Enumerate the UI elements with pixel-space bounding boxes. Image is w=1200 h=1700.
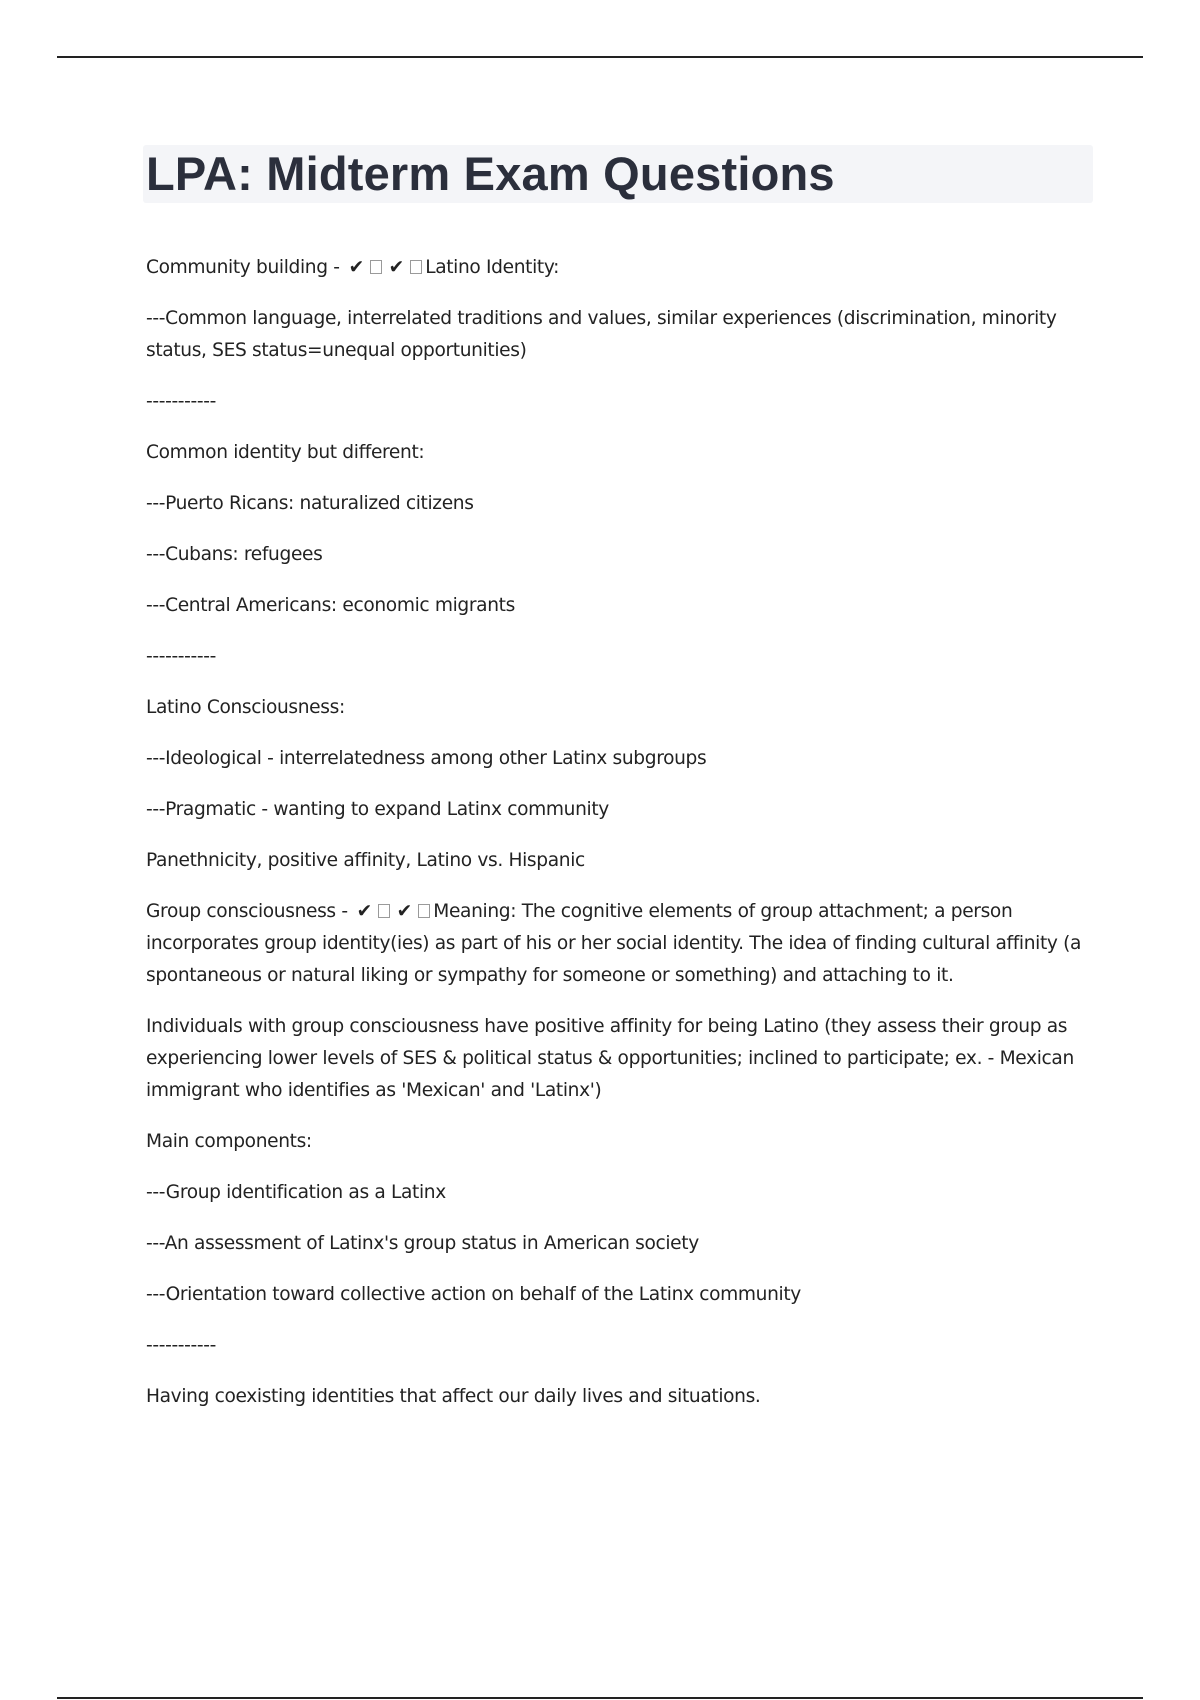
missing-glyph-box-icon — [418, 904, 430, 918]
paragraph: ---Central Americans: economic migrants — [146, 595, 515, 616]
page-title: LPA: Midterm Exam Questions — [146, 147, 835, 200]
document-body — [146, 252, 1091, 1432]
paragraph-group-consciousness — [146, 896, 1091, 992]
paragraph: ---Group identification as a Latinx — [146, 1182, 446, 1203]
checkmark-icon: ✔ — [388, 257, 404, 278]
paragraph: ---Orientation toward collective action on behalf of the Latinx community — [146, 1284, 801, 1305]
checkmark-icon: ✔ — [348, 257, 364, 278]
missing-glyph-box-icon — [370, 260, 382, 274]
separator-dashes: ----------- — [146, 391, 216, 412]
answer-text: Meaning: The cognitive elements of group attachment; a person incorporates group identity(ies) as part of his or her social identity. The idea of finding cultural affinity (a spontaneous or natural liking or sympathy for someone or something) and attaching to it. — [146, 901, 1082, 986]
paragraph: ---An assessment of Latinx's group status in American society — [146, 1233, 699, 1254]
term-label: Community building - — [146, 257, 346, 278]
paragraph: Having coexisting identities that affect our daily lives and situations. — [146, 1386, 761, 1407]
answer-text: Latino Identity: — [425, 257, 560, 278]
paragraph: ---Ideological - interrelatedness among other Latinx subgroups — [146, 748, 707, 769]
missing-glyph-box-icon — [410, 260, 422, 274]
paragraph: Panethnicity, positive affinity, Latino vs. Hispanic — [146, 850, 585, 871]
paragraph: ---Puerto Ricans: naturalized citizens — [146, 493, 474, 514]
paragraph: ---Cubans: refugees — [146, 544, 323, 565]
term-label: Group consciousness - — [146, 901, 354, 922]
separator-dashes: ----------- — [146, 1335, 216, 1356]
checkmark-icon: ✔ — [396, 901, 412, 922]
paragraph: Main components: — [146, 1131, 312, 1152]
top-rule — [57, 56, 1143, 58]
title-banner — [143, 145, 1093, 203]
paragraph: Common identity but different: — [146, 442, 425, 463]
separator-dashes: ----------- — [146, 646, 216, 667]
paragraph: ---Pragmatic - wanting to expand Latinx community — [146, 799, 609, 820]
paragraph: Latino Consciousness: — [146, 697, 345, 718]
paragraph: ---Common language, interrelated traditions and values, similar experiences (discrimination, minority status, SES status=unequal opportunities) — [146, 308, 1057, 361]
checkmark-icon: ✔ — [356, 901, 372, 922]
paragraph-community-building — [146, 252, 1091, 284]
missing-glyph-box-icon — [378, 904, 390, 918]
paragraph: Individuals with group consciousness have positive affinity for being Latino (they assess their group as experiencing lower levels of SES & political status & opportunities; inclined to participate; ex. - Mexican immigrant who identifies as 'Mexican' and 'Latinx') — [146, 1016, 1074, 1101]
bottom-rule — [57, 1697, 1143, 1699]
